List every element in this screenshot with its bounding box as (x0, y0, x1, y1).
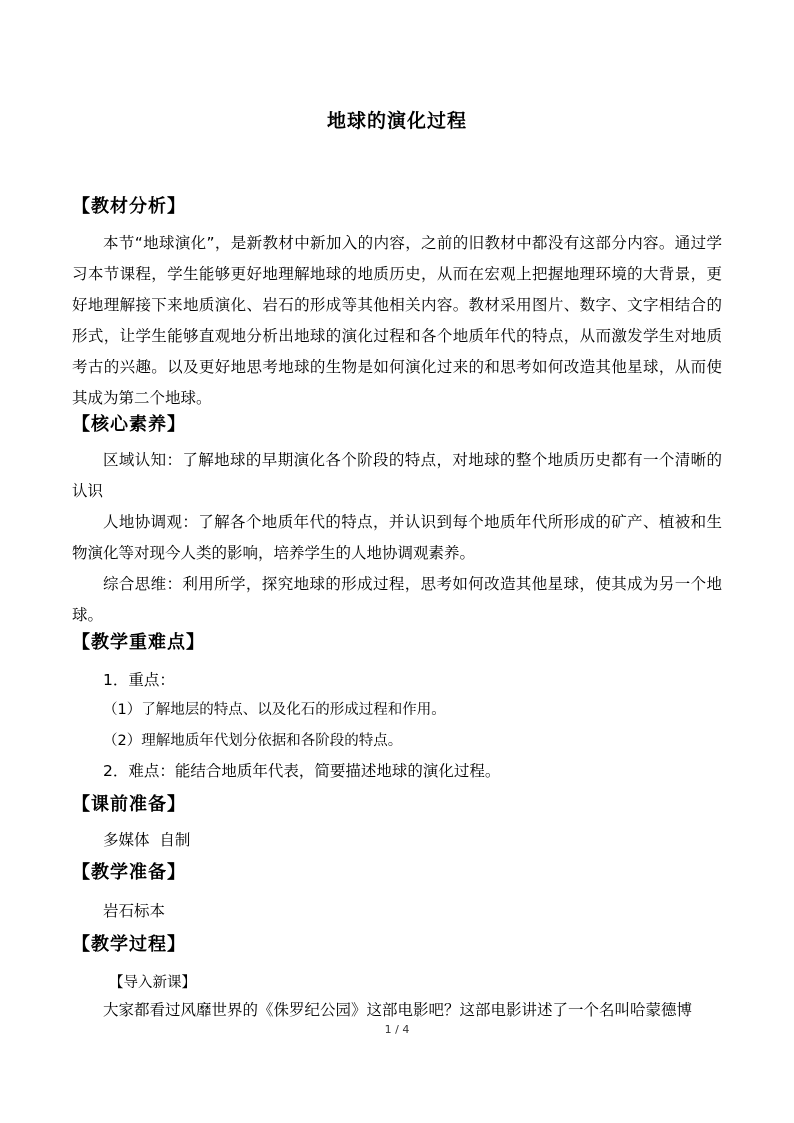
difficulty-sub-2: （2）理解地质年代划分依据和各阶段的特点。 (103, 733, 403, 749)
prep-before-body: 多媒体 自制 (103, 831, 191, 849)
paragraph-core-harmony: 人地协调观：了解各个地质年代的特点，并认识到每个地质年代所形成的矿产、植被和生物演化等对现今人类的影响，培养学生的人地协调观素养。 (72, 513, 722, 562)
heading-core: 【核心素养】 (72, 414, 186, 435)
process-body: 大家都看过风靡世界的《侏罗纪公园》这部电影吧？这部电影讲述了一个名叫哈蒙德博 (103, 1001, 693, 1019)
paragraph-analysis: 本节“地球演化”，是新教材中新加入的内容，之前的旧教材中都没有这部分内容。通过学习本节课程，学生能够更好地理解地球的地质历史，从而在宏观上把握地理环境的大背景，更好地理解接下来地质演化、岩石的形成等其他相关内容。教材采用图片、数字、文字相结合的形式，让学生能够直观地分析出地球的演化过程和各个地质年代的特点，从而激发学生对地质考古的兴趣。以及更好地思考地球的生物是如何演化过来的和思考如何改造其他星球，从而使其成为第二个地球。 (72, 234, 722, 407)
difficulty-point-2: 2．难点：能结合地质年代表，简要描述地球的演化过程。 (103, 762, 501, 780)
prep-teach-body: 岩石标本 (103, 902, 166, 920)
heading-process: 【教学过程】 (72, 934, 186, 955)
paragraph-core-thinking: 综合思维：利用所学，探究地球的形成过程，思考如何改造其他星球，使其成为另一个地球。 (72, 575, 722, 624)
page-number: 1 / 4 (384, 1023, 410, 1036)
difficulty-sub-1: （1）了解地层的特点、以及化石的形成过程和作用。 (103, 702, 446, 718)
heading-difficulty: 【教学重难点】 (72, 632, 205, 653)
page-title: 地球的演化过程 (326, 110, 467, 132)
heading-analysis: 【教材分析】 (72, 196, 186, 217)
difficulty-point-1: 1．重点： (103, 671, 175, 689)
paragraph-core-region: 区域认知：了解地球的早期演化各个阶段的特点，对地球的整个地质历史都有一个清晰的认识 (72, 451, 722, 500)
process-sub-heading: 【导入新课】 (109, 975, 196, 991)
heading-prep-before: 【课前准备】 (72, 794, 186, 815)
heading-prep-teach: 【教学准备】 (72, 862, 186, 883)
